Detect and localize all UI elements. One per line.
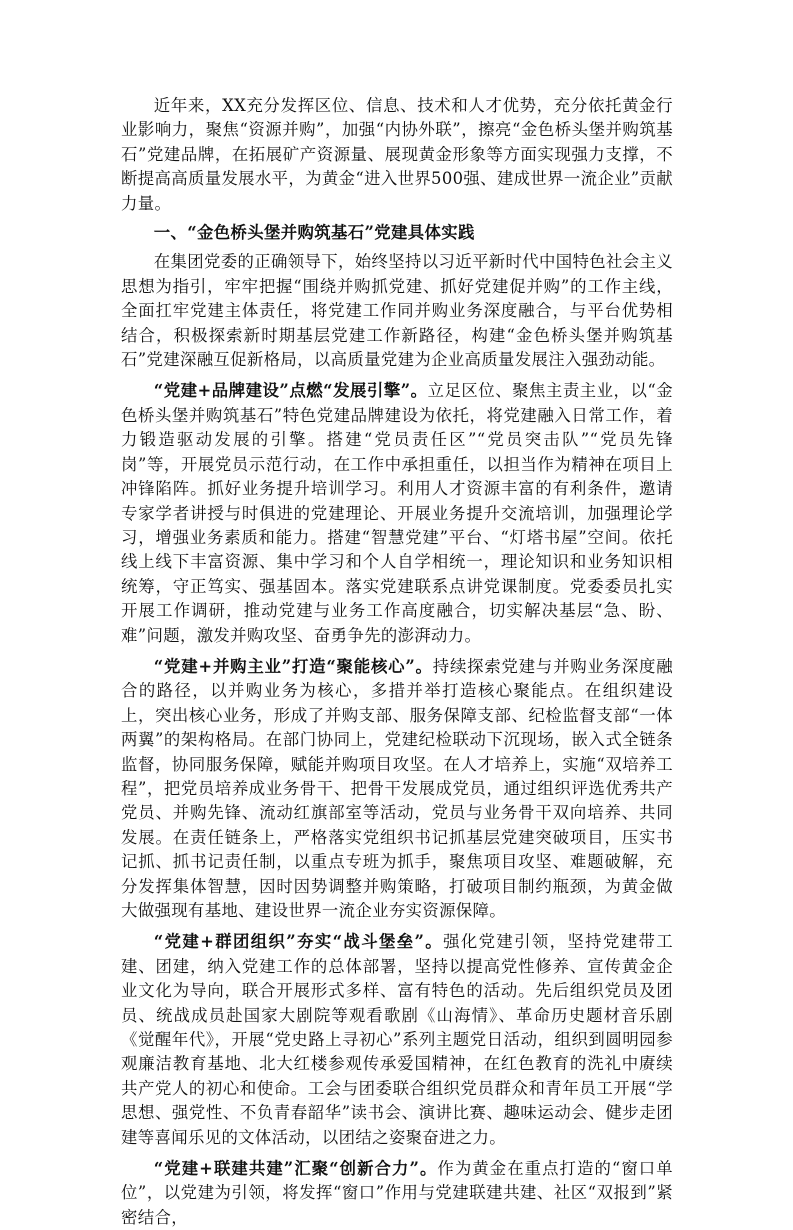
item-mass-organizations — [121, 930, 673, 1150]
item-lead: “党建+并购主业”打造“聚能核心”。 — [153, 656, 433, 676]
item-joint-building — [121, 1157, 673, 1230]
item-lead: “党建+品牌建设”点燃“发展引擎”。 — [153, 381, 428, 401]
item-lead: “党建+群团组织”夯实“战斗堡垒”。 — [153, 932, 444, 952]
item-body: 强化党建引领，坚持党建带工建、团建，纳入党建工作的总体部署，坚持以提高党性修养、宣传黄金企业文化为导向，联合开展形式多样、富有特色的活动。先后组织党员及团员、统战成员赴国家大剧院等观看歌剧《山海情》、革命历史题材音乐剧《觉醒年代》，开展“党史路上寻初心”系列主题党日活动，组织到圆明园参观廉洁教育基地、北大红楼参观传承爱国精神，在红色教育的洗礼中赓续共产党人的初心和使命。工会与团委联合组织党员群众和青年员工开展“学思想、强党性、不负青春韶华”读书会、演讲比赛、趣味运动会、健步走团建等喜闻乐见的文体活动，以团结之姿聚奋进之力。 — [121, 932, 673, 1147]
item-body: 作为黄金在重点打造的“窗口单位”，以党建为引领，将发挥“窗口”作用与党建联建共建、社区“双报到”紧密结合， — [121, 1159, 673, 1227]
intro-paragraph: 近年来，XX充分发挥区位、信息、技术和人才优势，充分依托黄金行业影响力，聚焦“资源并购”，加强“内协外联”，擦亮“金色桥头堡并购筑基石”党建品牌，在拓展矿产资源量、展现黄金形象等方面实现强力支撑，不断提高高质量发展水平，为黄金“进入世界500强、建成世界一流企业”贡献力量。 — [121, 96, 674, 213]
section-1-paragraph: 在集团党委的正确领导下，始终坚持以习近平新时代中国特色社会主义思想为指引，牢牢把握“围绕并购抓党建、抓好党建促并购”的工作主线，全面扛牢党建主体责任，将党建工作同并购业务深度融合，与平台优势相结合，积极探索新时期基层党建工作新路径，构建“金色桥头堡并购筑基石”党建深融互促新格局，以高质量党建为企业高质量发展注入强劲动能。 — [121, 252, 673, 370]
item-body: 立足区位、聚焦主责主业，以“金色桥头堡并购筑基石”特色党建品牌建设为依托，将党建融入日常工作，着力锻造驱动发展的引擎。搭建“党员责任区”“党员突击队”“党员先锋岗”等，开展党员示范行动，在工作中承担重任，以担当作为精神在项目上冲锋陷阵。抓好业务提升培训学习。利用人才资源丰富的有利条件，邀请专家学者讲授与时俱进的党建理论、开展业务提升交流培训，加强理论学习，增强业务素质和能力。搭建“智慧党建”平台、“灯塔书屋”空间。依托线上线下丰富资源、集中学习和个人自学相统一，理论知识和业务知识相统筹，守正笃实、强基固本。落实党建联系点讲党课制度。党委委员扎实开展工作调研，推动党建与业务工作高度融合，切实解决基层“急、盼、难”问题，激发并购攻坚、奋勇争先的澎湃动力。 — [121, 381, 673, 645]
item-brand-building — [121, 379, 673, 647]
item-body: 持续探索党建与并购业务深度融合的路径，以并购业务为核心，多措并举打造核心聚能点。在组织建设上，突出核心业务，形成了并购支部、服务保障支部、纪检监督支部“一体两翼”的架构格局。在部门协同上，党建纪检联动下沉现场，嵌入式全链条监督，协同服务保障，赋能并购项目攻坚。在人才培养上，实施“双培养工程”，把党员培养成业务骨干、把骨干发展成党员，通过组织评选优秀共产党员、并购先锋、流动红旗部室等活动，党员与业务骨干双向培养、共同发展。在责任链条上，严格落实党组织书记抓基层党建突破项目，压实书记抓、抓书记责任制，以重点专班为抓手，聚焦项目攻坚、难题破解，充分发挥集体智慧，因时因势调整并购策略，打破项目制约瓶颈，为黄金做大做强现有基地、建设世界一流企业夯实资源保障。 — [121, 656, 673, 920]
item-lead: “党建+联建共建”汇聚“创新合力”。 — [153, 1159, 438, 1179]
item-merger-core — [121, 655, 673, 923]
section-1-heading: 一、“金色桥头堡并购筑基石”党建具体实践 — [153, 223, 475, 243]
document-page — [121, 94, 673, 1230]
